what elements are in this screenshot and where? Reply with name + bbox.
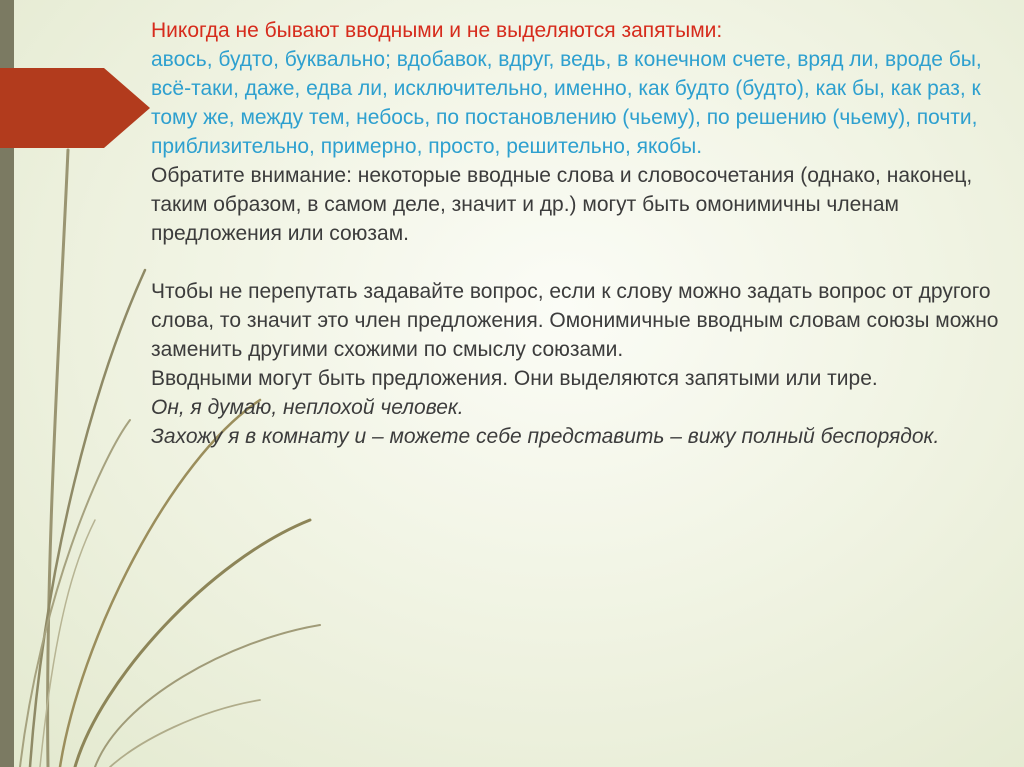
example-1: Он, я думаю, неплохой человек. [151,396,464,419]
note-paragraph: Обратите внимание: некоторые вводные слова и словосочетания (однако, наконец, таким образом, в самом деле, значит и др.) могут быть омонимичны членам предложения или союзам. [151,164,973,245]
grass-line-3 [20,420,130,767]
grass-line-7 [110,700,260,767]
grass-line-6 [95,625,320,767]
grass-line-4 [60,400,260,767]
grass-line-1 [48,150,68,767]
grass-line-5 [75,520,310,767]
tip-paragraph: Чтобы не перепутать задавайте вопрос, если к слову можно задать вопрос от другого слова, то значит это член предложения. Омонимичные вводным словам союзы можно заменить другими схожими по смыслу союзами. [151,280,999,361]
heading: Никогда не бывают вводными и не выделяются запятыми: [151,19,723,42]
spacer [151,248,1001,277]
slide-text-block [151,16,1001,451]
example-2: Захожу я в комнату и – можете себе представить – вижу полный беспорядок. [151,425,940,448]
words-list: авось, будто, буквально; вдобавок, вдруг, ведь, в конечном счете, вряд ли, вроде бы, всё-таки, даже, едва ли, исключительно, именно, как будто (будто), как бы, как раз, к тому же, между тем, небось, по постановлению (чьему), по решению (чьему), почти, приблизительно, примерно, просто, решительно, якобы. [151,48,982,158]
sentences-rule: Вводными могут быть предложения. Они выделяются запятыми или тире. [151,367,878,390]
